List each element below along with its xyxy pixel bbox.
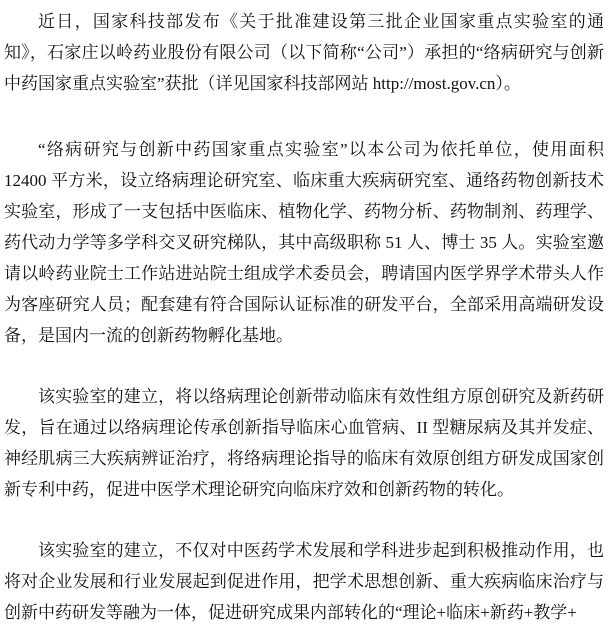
document-body (4, 0, 604, 628)
paragraph-lab-purpose: 该实验室的建立，将以络病理论创新带动临床有效性组方原创研究及新药研发，旨在通过以络病理论传承创新指导临床心血管病、II 型糖尿病及其并发症、神经肌病三大疾病辨证治疗，将络病理论指导的临床有效原创组方研发成国家创新专利中药，促进中医学术理论研究向临床疗效和创新药物的转化。 (4, 387, 604, 499)
paragraph-lab-significance: 该实验室的建立，不仅对中医药学术发展和学科进步起到积极推动作用，也将对企业发展和行业发展起到促进作用，把学术思想创新、重大疾病临床治疗与创新中药研发等融为一体，促进研究成果内部转化的“理论+临床+新药+教学+ (4, 541, 604, 622)
paragraph-lab-overview: “络病研究与创新中药国家重点实验室”以本公司为依托单位，使用面积 12400 平方米，设立络病理论研究室、临床重大疾病研究室、通络药物创新技术实验室，形成了一支包括中医临床、植物化学、药物分析、药物制剂、药理学、药代动力学等多学科交叉研究梯队，其中高级职称 51 人、博士 35 人。实验室邀请以岭药业院士工作站进站院士组成学术委员会，聘请国内医学界学术带头人作为客座研究人员；配套建有符合国际认证标准的研发平台，全部采用高端研发设备，是国内一流的创新药物孵化基地。 (4, 140, 604, 345)
paragraph-announcement: 近日，国家科技部发布《关于批准建设第三批企业国家重点实验室的通知》，石家庄以岭药业股份有限公司（以下简称“公司”）承担的“络病研究与创新中药国家重点实验室”获批（详见国家科技部网站 http://most.gov.cn）。 (4, 12, 604, 93)
